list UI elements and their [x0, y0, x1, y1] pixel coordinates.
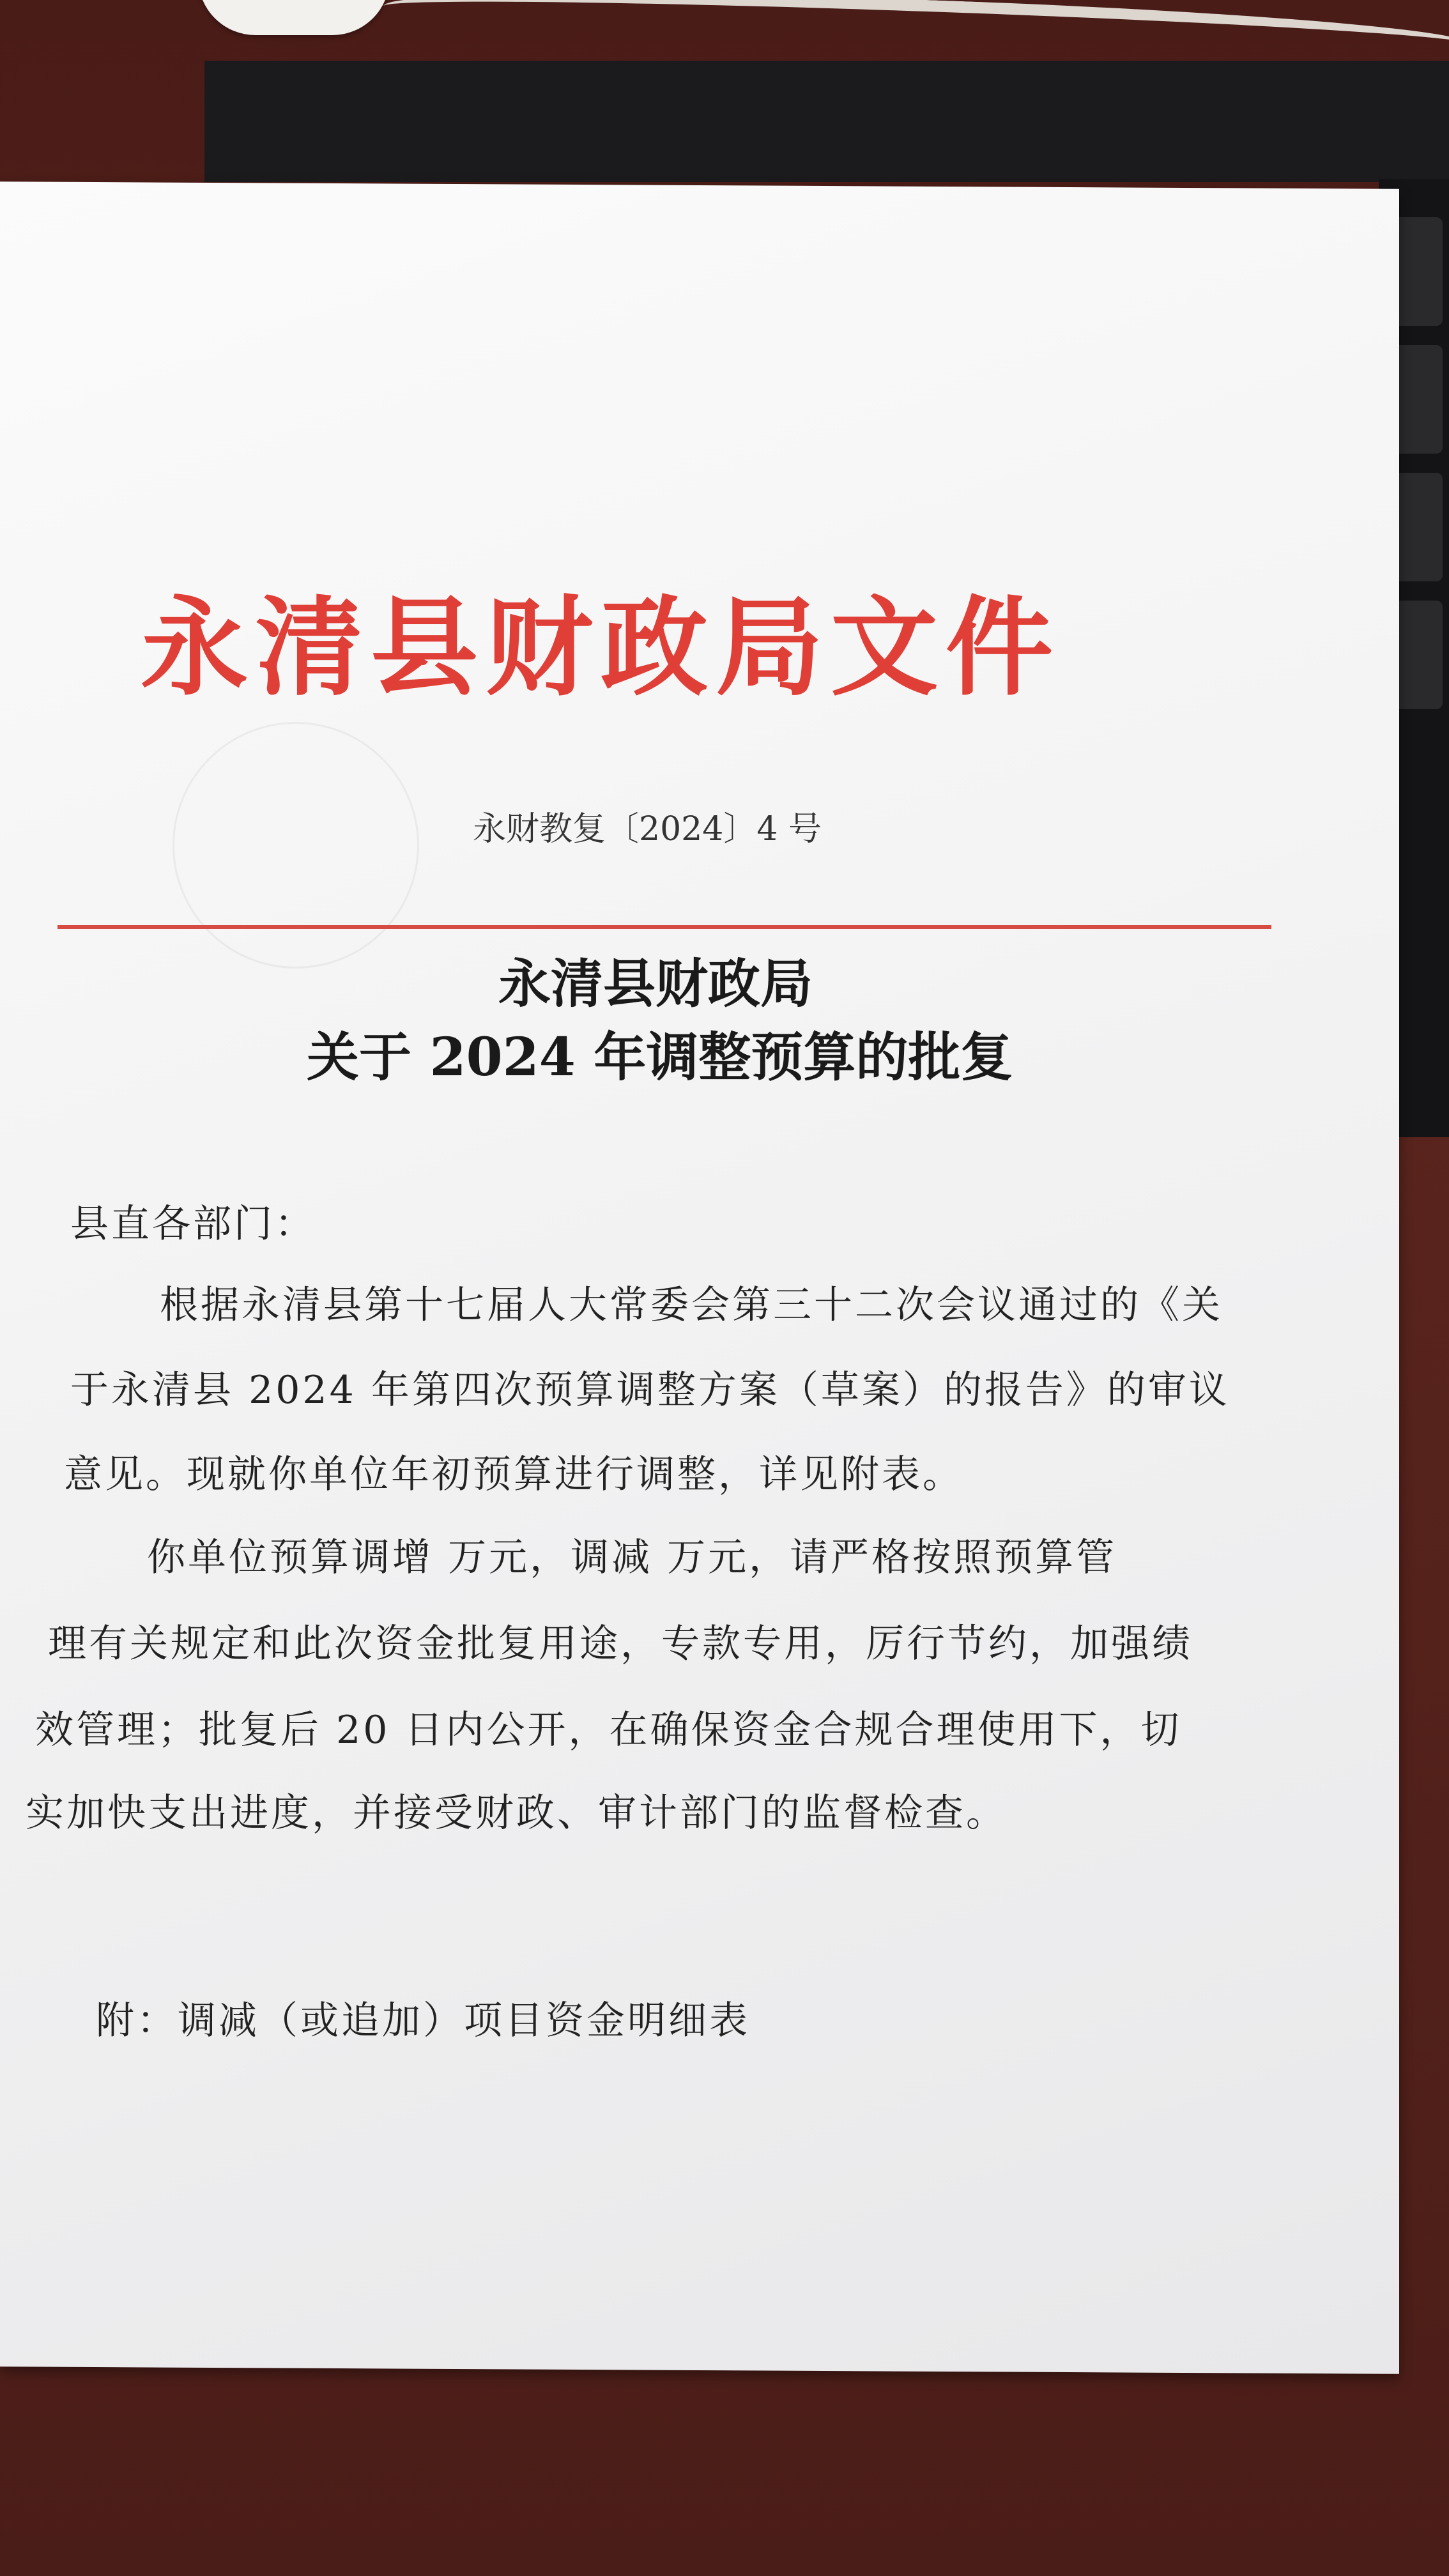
document-title-line2: 关于 2024 年调整预算的批复 — [307, 1027, 1013, 1088]
key — [1392, 345, 1443, 454]
laptop-edge — [204, 61, 1449, 182]
body-line: 意见。现就你单位年初预算进行调整，详见附表。 — [64, 1452, 963, 1497]
attachment-note: 附：调减（或追加）项目资金明细表 — [96, 1998, 750, 2043]
document-title-line1: 永清县财政局 — [498, 953, 813, 1015]
cable — [383, 0, 1449, 69]
key — [1392, 601, 1443, 709]
key — [1392, 217, 1443, 326]
body-line: 于永清县 2024 年第四次预算调整方案（草案）的报告》的审议 — [70, 1368, 1230, 1413]
body-line: 根据永清县第十七届人大常委会第三十二次会议通过的《关 — [160, 1283, 1223, 1328]
body-line: 理有关规定和此次资金批复用途，专款专用，厉行节约，加强绩 — [48, 1621, 1193, 1666]
body-line: 实加快支出进度，并接受财政、审计部门的监督检查。 — [26, 1791, 1007, 1836]
document-header-title: 永清县财政局文件 — [141, 585, 1061, 710]
body-line: 效管理；批复后 20 日内公开，在确保资金合规合理使用下，切 — [35, 1708, 1182, 1752]
faint-seal-impression — [172, 722, 419, 969]
key — [1392, 473, 1443, 581]
mouse — [198, 0, 390, 35]
body-line: 你单位预算调增 万元，调减 万元，请严格按照预算管 — [147, 1535, 1117, 1580]
document-number: 永财教复〔2024〕4 号 — [473, 810, 822, 848]
addressee: 县直各部门： — [70, 1202, 316, 1246]
red-divider-line — [57, 925, 1271, 929]
